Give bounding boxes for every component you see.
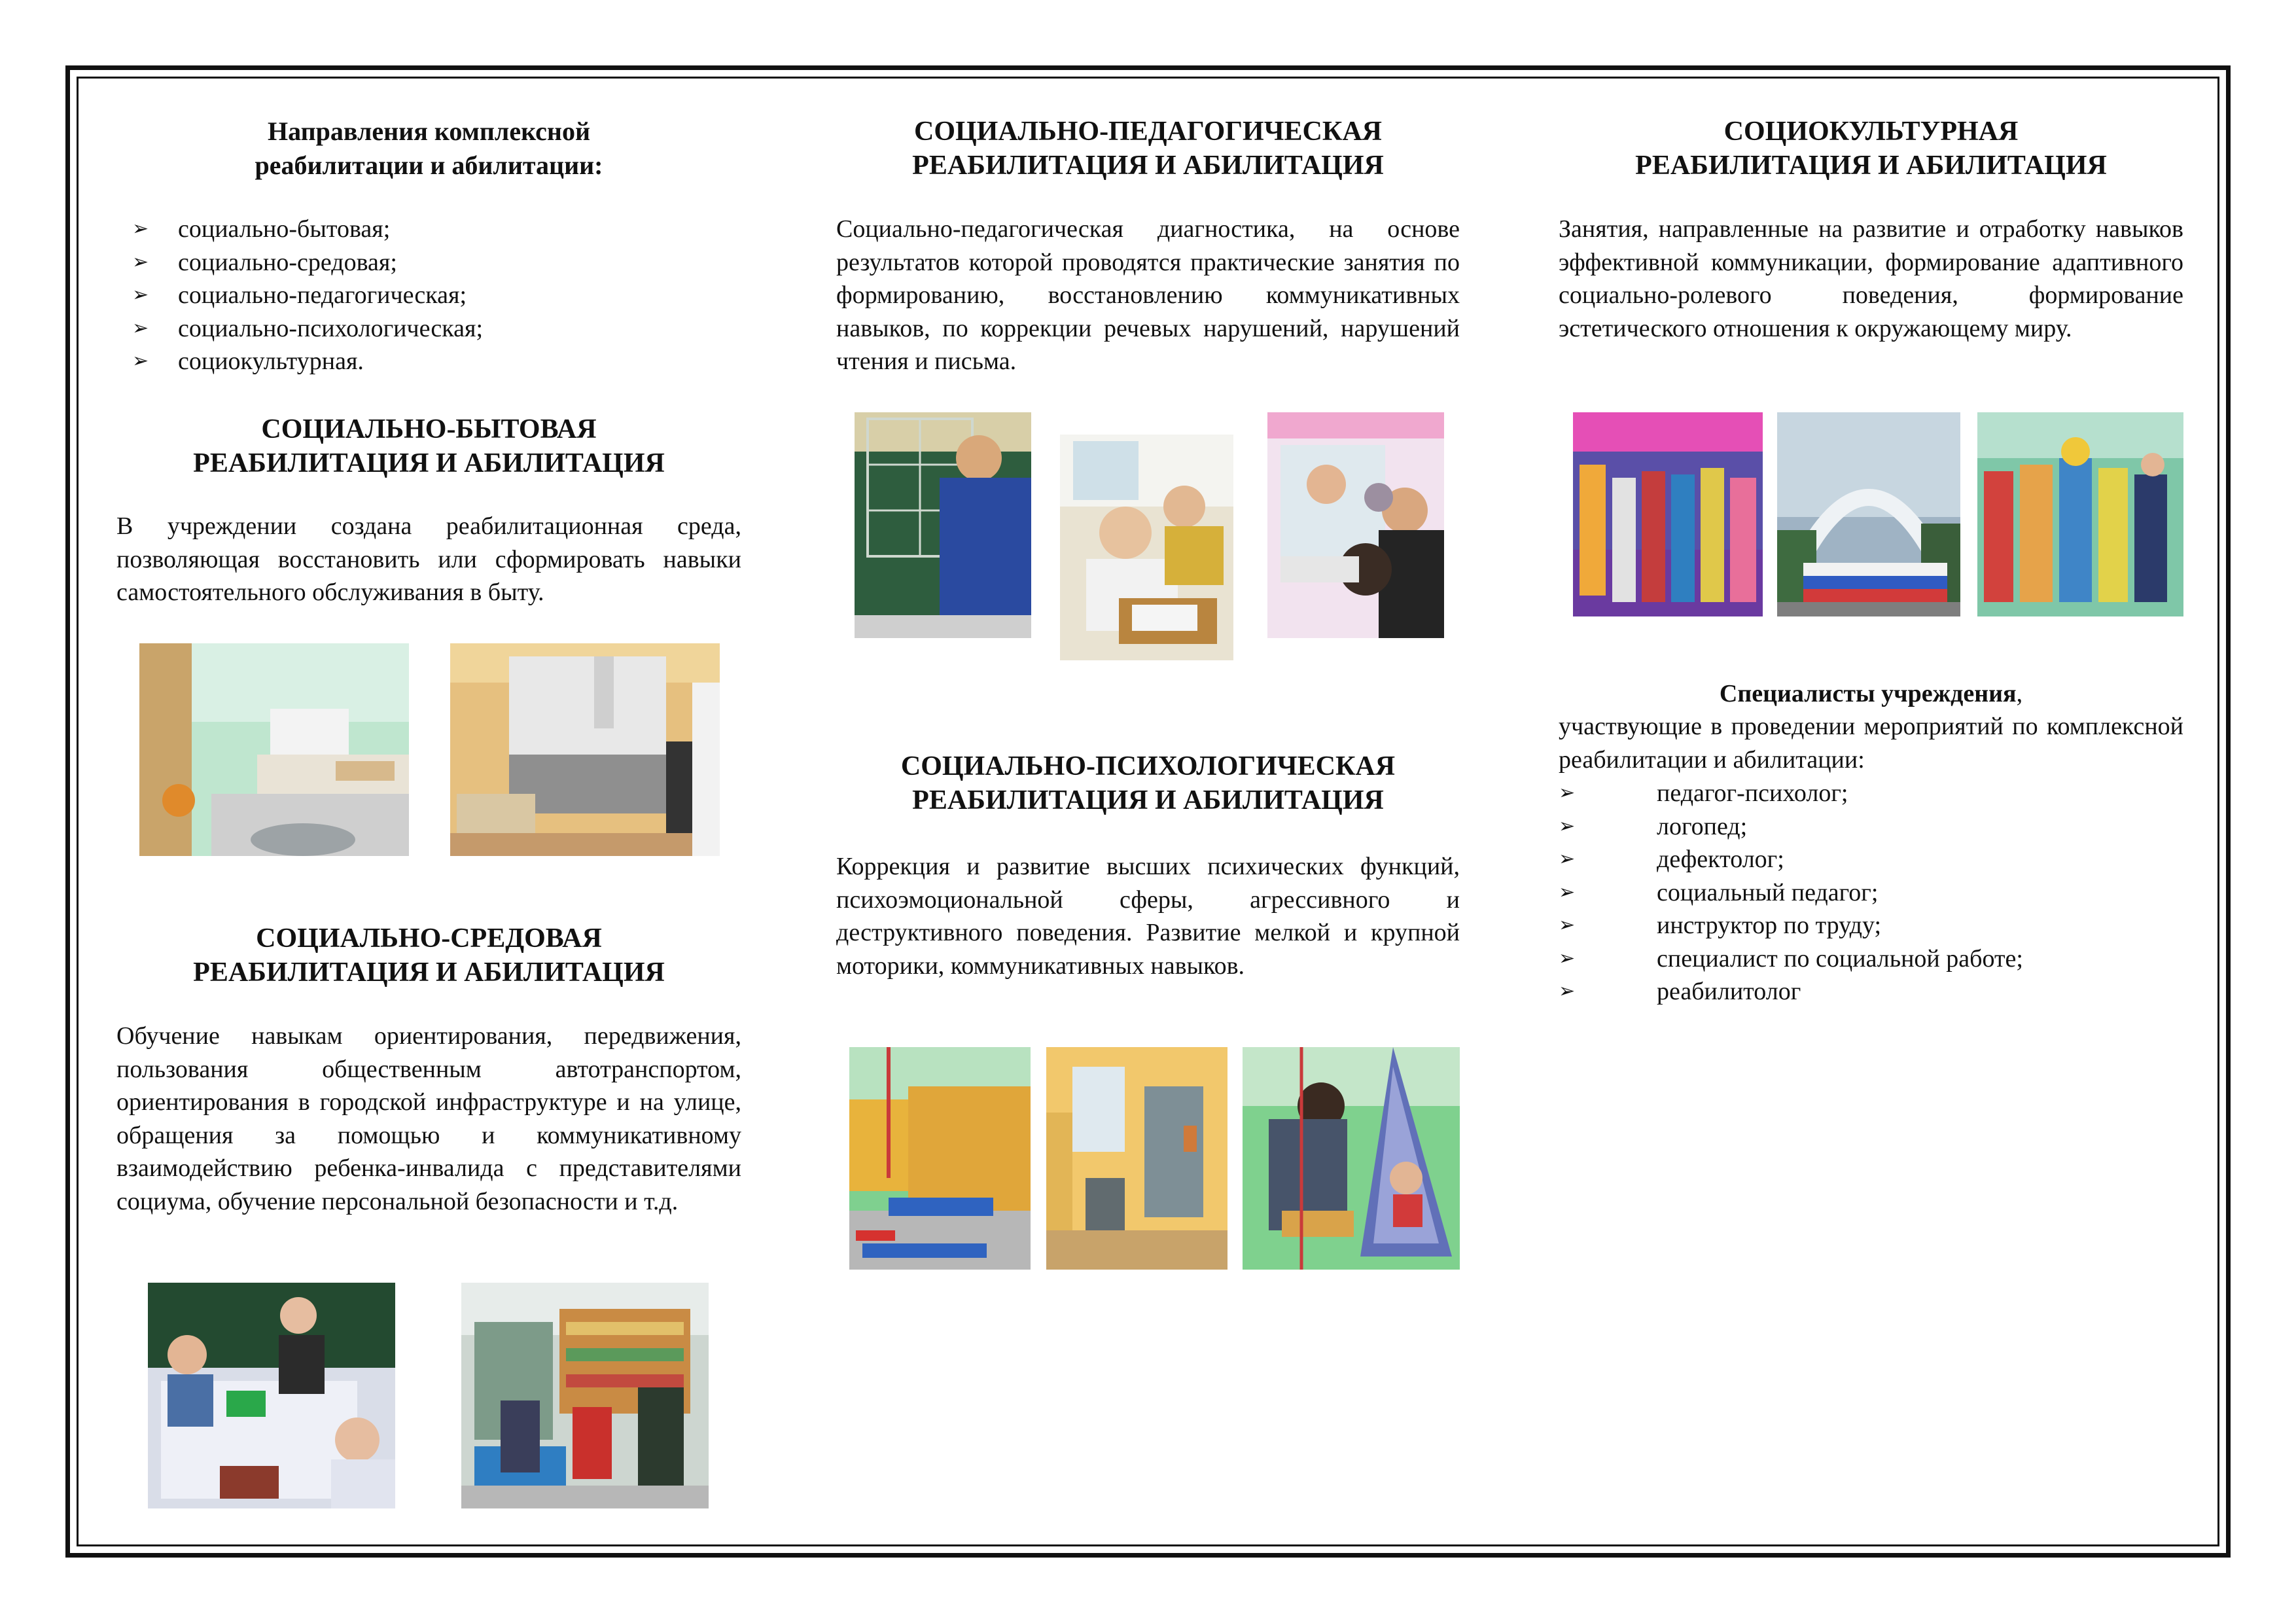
class-photo <box>148 1283 395 1508</box>
section-environment-heading-line2: РЕАБИЛИТАЦИЯ И АБИЛИТАЦИЯ <box>193 957 665 988</box>
checkmark-arrow-icon: ➢ <box>1559 946 1576 970</box>
checkmark-arrow-icon: ➢ <box>1559 814 1576 838</box>
list-item: ➢ социально-педагогическая; <box>132 279 721 312</box>
list-item: ➢ социокультурная. <box>132 345 721 378</box>
list-item: ➢ дефектолог; <box>1559 843 2183 876</box>
section-pedagogical-text: Социально-педагогическая диагностика, на основе результатов которой проводятся практические занятия по формированию, восстановлению коммуникативных навыков, по коррекции речевых нарушений, нарушений чтения и письма. <box>836 215 1460 375</box>
checkmark-arrow-icon: ➢ <box>132 283 149 306</box>
section-pedagogical-heading-line2: РЕАБИЛИТАЦИЯ И АБИЛИТАЦИЯ <box>912 151 1384 181</box>
section-environment-heading-line1: СОЦИАЛЬНО-СРЕДОВАЯ <box>256 923 602 954</box>
list-item: ➢ социально-психологическая; <box>132 312 721 346</box>
blackboard-photo <box>855 412 1031 638</box>
swing-photo <box>1243 1047 1460 1270</box>
section-sociocultural-heading-line1: СОЦИОКУЛЬТУРНАЯ <box>1723 116 2019 147</box>
section-sociocultural-text: Занятия, направленные на развитие и отработку навыков эффективной коммуникации, формирование адаптивного социально-ролевого поведения, формирование эстетического отношения к окружающему миру. <box>1559 215 2183 342</box>
specialists-list <box>1559 777 2183 1008</box>
section-household-heading <box>116 412 741 480</box>
checkmark-arrow-icon: ➢ <box>1559 880 1576 904</box>
checkmark-arrow-icon: ➢ <box>132 250 149 274</box>
directions-heading <box>116 115 741 183</box>
kitchen-photo-1 <box>139 643 409 856</box>
checkmark-arrow-icon: ➢ <box>132 316 149 340</box>
section-sociocultural-heading-line2: РЕАБИЛИТАЦИЯ И АБИЛИТАЦИЯ <box>1635 151 2107 181</box>
section-psychological-heading-line1: СОЦИАЛЬНО-ПСИХОЛОГИЧЕСКАЯ <box>900 751 1396 781</box>
costume-party-photo-2 <box>1977 412 2183 616</box>
list-item: ➢ специалист по социальной работе; <box>1559 942 2183 976</box>
list-item: ➢ социальный педагог; <box>1559 876 2183 910</box>
specialists-heading-bold: Специалисты учреждения <box>1719 680 2017 707</box>
section-psychological-heading <box>836 749 1460 817</box>
checkmark-arrow-icon: ➢ <box>132 217 149 240</box>
speech-therapy-photo <box>1267 412 1444 638</box>
section-sociocultural-heading <box>1559 115 2183 183</box>
outdoor-parade-photo <box>1777 412 1960 616</box>
specialists-heading <box>1559 677 2183 711</box>
checkmark-arrow-icon: ➢ <box>132 349 149 372</box>
section-environment-heading <box>116 921 741 990</box>
shop-photo <box>461 1283 709 1508</box>
section-household-heading-line1: СОЦИАЛЬНО-БЫТОВАЯ <box>261 414 597 444</box>
list-item: ➢ логопед; <box>1559 810 2183 844</box>
section-pedagogical-heading <box>836 115 1460 183</box>
checkmark-arrow-icon: ➢ <box>1559 847 1576 870</box>
directions-heading-line2: реабилитации и абилитации: <box>255 151 603 180</box>
gym-photo <box>849 1047 1031 1270</box>
checkmark-arrow-icon: ➢ <box>1559 781 1576 804</box>
section-psychological-heading-line2: РЕАБИЛИТАЦИЯ И АБИЛИТАЦИЯ <box>912 785 1384 815</box>
section-psychological-text: Коррекция и развитие высших психических функций, психоэмоциональной сферы, агрессивного и деструктивного поведения. Развитие мелкой и крупной моторики, коммуникативных навыков. <box>836 853 1460 980</box>
specialists-intro-text: участвующие в проведении мероприятий по комплексной реабилитации и абилитации: <box>1559 713 2183 774</box>
list-item: ➢ инструктор по труду; <box>1559 909 2183 942</box>
section-household-text: В учреждении создана реабилитационная среда, позволяющая восстановить или сформировать навыки самостоятельного обслуживания в быту. <box>116 512 741 606</box>
reading-photo <box>1060 435 1233 660</box>
checkmark-arrow-icon: ➢ <box>1559 980 1576 1003</box>
kitchen-photo-2 <box>450 643 720 856</box>
list-item: ➢ социально-бытовая; <box>132 213 721 246</box>
directions-heading-line1: Направления комплексной <box>267 116 591 146</box>
section-environment-text: Обучение навыкам ориентирования, передвижения, пользования общественным автотранспортом, ориентирования в городской инфраструктуре и на улице, обращения за помощью и коммуникативному взаимодействию ребенка-инвалида с представителями социума, обучение персональной безопасности и т.д. <box>116 1022 741 1215</box>
section-pedagogical-heading-line1: СОЦИАЛЬНО-ПЕДАГОГИЧЕСКАЯ <box>914 116 1382 147</box>
list-item: ➢ социально-средовая; <box>132 246 721 279</box>
checkmark-arrow-icon: ➢ <box>1559 914 1576 936</box>
section-household-heading-line2: РЕАБИЛИТАЦИЯ И АБИЛИТАЦИЯ <box>193 448 665 478</box>
specialists-heading-comma: , <box>2016 680 2023 707</box>
list-item: ➢ реабилитолог <box>1559 975 2183 1008</box>
sensory-room-photo <box>1046 1047 1227 1270</box>
directions-list <box>132 213 721 378</box>
costume-party-photo-1 <box>1573 412 1763 616</box>
list-item: ➢ педагог-психолог; <box>1559 777 2183 810</box>
